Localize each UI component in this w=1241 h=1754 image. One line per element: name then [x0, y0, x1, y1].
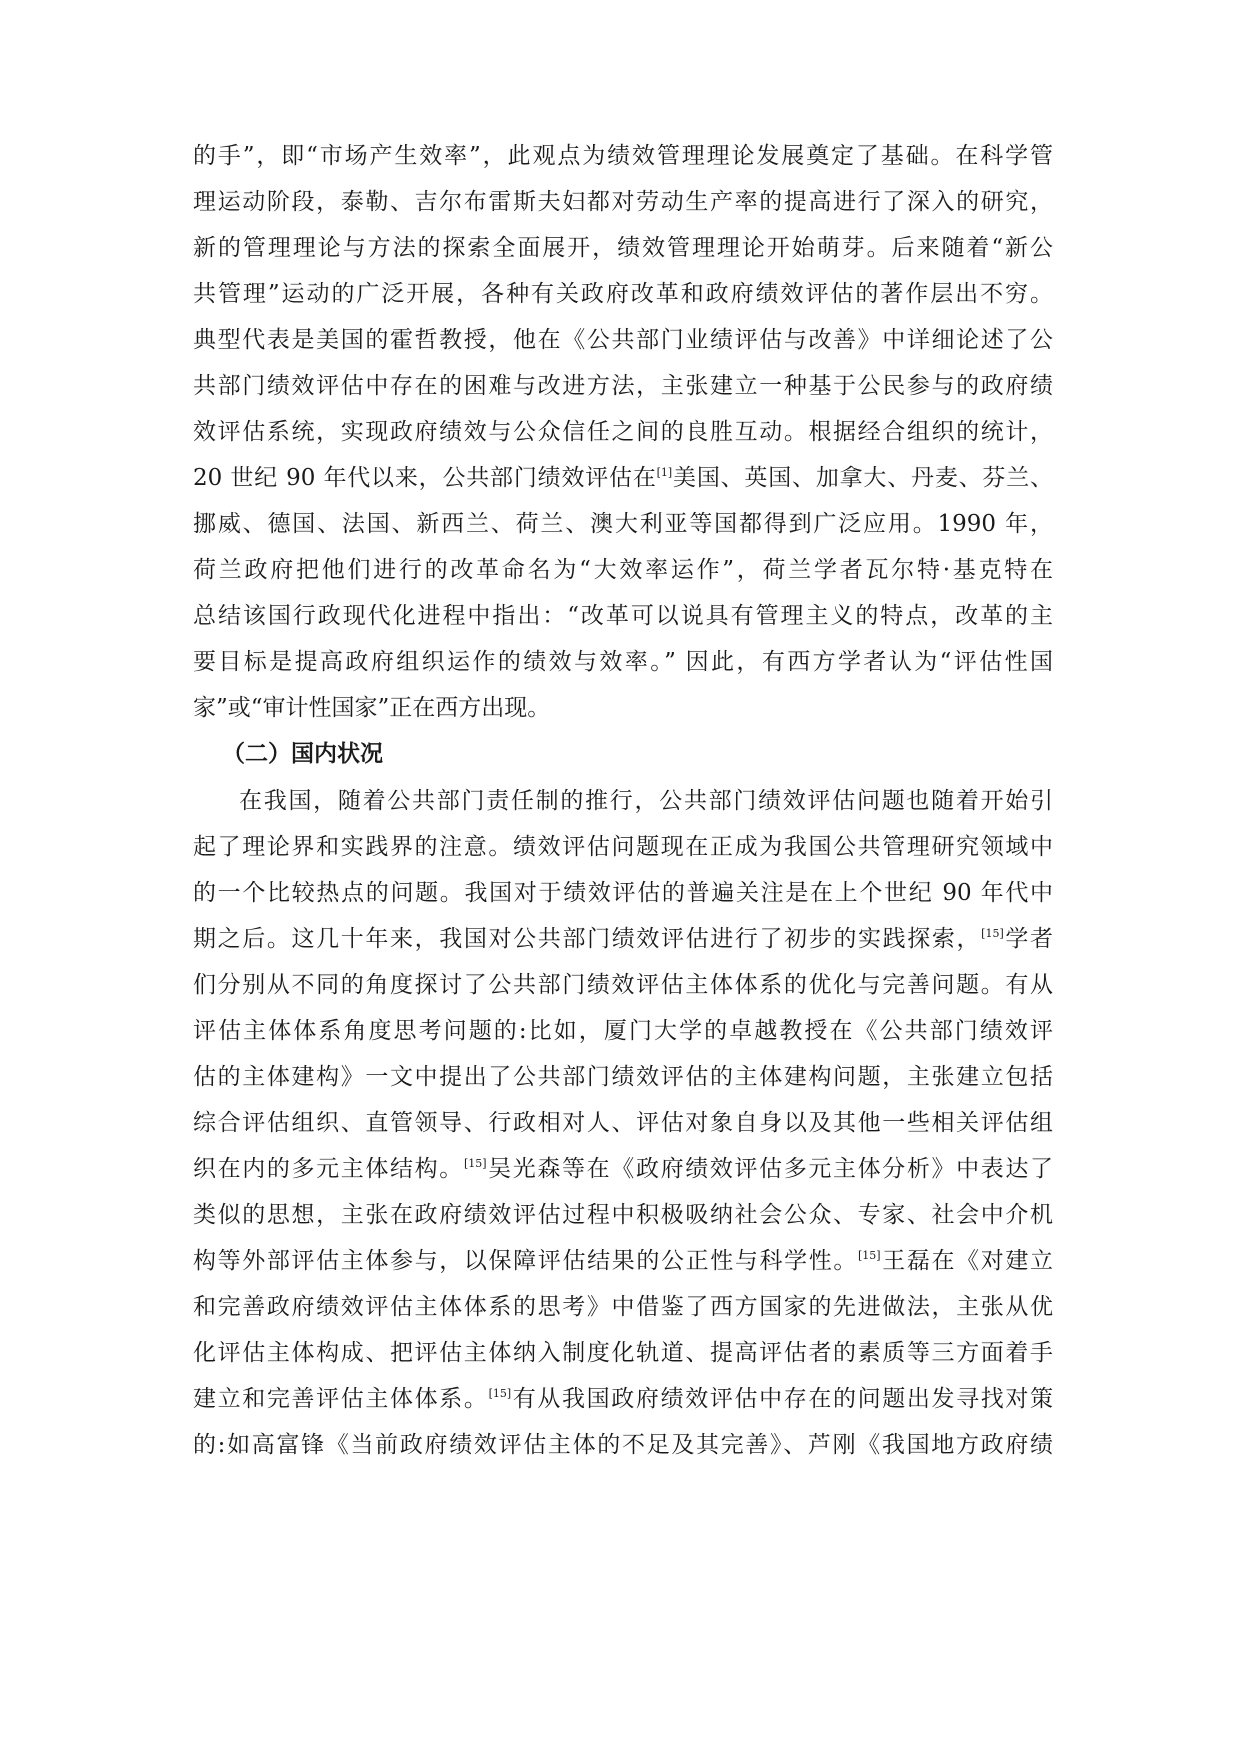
- citation-ref: [1]: [656, 466, 673, 479]
- line-text: 荷兰政府把他们进行的改革命名为“大效率运作”，荷兰学者瓦尔特·基克特在: [193, 557, 1053, 583]
- body-text-line: [193, 1193, 1053, 1237]
- body-text-line: [193, 180, 1053, 224]
- body-text-line: [193, 548, 1053, 592]
- line-text: 吴光森等在《政府绩效评估多元主体分析》中表达了: [486, 1156, 1054, 1182]
- heading-text: （二）国内状况: [222, 741, 383, 767]
- body-text-line: [193, 272, 1053, 316]
- line-text: 共管理”运动的广泛开展，各种有关政府改革和政府绩效评估的著作层出不穷。: [193, 281, 1053, 307]
- body-text-line: [193, 1331, 1053, 1375]
- line-text: 总结该国行政现代化进程中指出：“改革可以说具有管理主义的特点，改革的主: [193, 603, 1053, 629]
- line-text: 们分别从不同的角度探讨了公共部门绩效评估主体体系的优化与完善问题。有从: [193, 972, 1053, 998]
- line-text: 学者: [1003, 926, 1054, 952]
- line-text: 的一个比较热点的问题。我国对于绩效评估的普遍关注是在上个世纪 90 年代中: [193, 880, 1053, 906]
- citation-ref: [15]: [463, 1157, 487, 1170]
- line-text: 典型代表是美国的霍哲教授，他在《公共部门业绩评估与改善》中详细论述了公: [193, 327, 1053, 353]
- line-text: 的:如高富锋《当前政府绩效评估主体的不足及其完善》、芦刚《我国地方政府绩: [193, 1432, 1053, 1458]
- line-text: 家”或“审计性国家”正在西方出现。: [193, 695, 551, 721]
- line-text: 综合评估组织、直管领导、行政相对人、评估对象自身以及其他一些相关评估组: [193, 1110, 1053, 1136]
- body-text-line: [193, 963, 1053, 1007]
- line-text: 化评估主体构成、把评估主体纳入制度化轨道、提高评估者的素质等三方面着手: [193, 1340, 1053, 1366]
- body-text-line: [239, 779, 1053, 823]
- line-text: 美国、英国、加拿大、丹麦、芬兰、: [672, 465, 1054, 491]
- body-text-line: [193, 410, 1053, 454]
- body-text-line: [193, 134, 1053, 178]
- body-text-line: [193, 1147, 1053, 1191]
- line-text: 20 世纪 90 年代以来，公共部门绩效评估在: [193, 465, 657, 491]
- line-text: 效评估系统，实现政府绩效与公众信任之间的良胜互动。根据经合组织的统计，: [193, 419, 1053, 445]
- body-text-line: [193, 1055, 1053, 1099]
- citation-ref: [15]: [858, 1249, 881, 1262]
- section-heading: [222, 732, 522, 776]
- line-text: 的手”，即“市场产生效率”，此观点为绩效管理理论发展奠定了基础。在科学管: [193, 143, 1053, 169]
- body-text-line: [193, 364, 1053, 408]
- body-text-line: [193, 686, 1053, 730]
- body-text-line: [193, 917, 1053, 961]
- line-text: 在我国，随着公共部门责任制的推行，公共部门绩效评估问题也随着开始引: [239, 788, 1053, 814]
- body-text-line: [193, 825, 1053, 869]
- line-text: 类似的思想，主张在政府绩效评估过程中积极吸纳社会公众、专家、社会中介机: [193, 1202, 1053, 1228]
- body-text-line: [193, 226, 1053, 270]
- body-text-line: [193, 1009, 1053, 1053]
- line-text: 新的管理理论与方法的探索全面展开，绩效管理理论开始萌芽。后来随着“新公: [193, 235, 1053, 261]
- line-text: 挪威、德国、法国、新西兰、荷兰、澳大利亚等国都得到广泛应用。1990 年，: [193, 511, 1053, 537]
- line-text: 理运动阶段，泰勒、吉尔布雷斯夫妇都对劳动生产率的提高进行了深入的研究，: [193, 189, 1053, 215]
- line-text: 有从我国政府绩效评估中存在的问题出发寻找对策: [511, 1386, 1054, 1412]
- line-text: 要目标是提高政府组织运作的绩效与效率。” 因此，有西方学者认为“评估性国: [193, 649, 1053, 675]
- body-text-line: [193, 640, 1053, 684]
- citation-ref: [15]: [488, 1387, 512, 1400]
- line-text: 期之后。这几十年来，我国对公共部门绩效评估进行了初步的实践探索，: [193, 926, 982, 952]
- body-text-line: [193, 1377, 1053, 1421]
- line-text: 建立和完善评估主体体系。: [193, 1386, 489, 1412]
- body-text-line: [193, 1423, 1053, 1467]
- line-text: 和完善政府绩效评估主体体系的思考》中借鉴了西方国家的先进做法，主张从优: [193, 1294, 1053, 1320]
- body-text-line: [193, 1239, 1053, 1283]
- line-text: 估的主体建构》一文中提出了公共部门绩效评估的主体建构问题，主张建立包括: [193, 1064, 1053, 1090]
- line-text: 织在内的多元主体结构。: [193, 1156, 464, 1182]
- body-text-line: [193, 318, 1053, 362]
- line-text: 评估主体体系角度思考问题的:比如，厦门大学的卓越教授在《公共部门绩效评: [193, 1018, 1053, 1044]
- body-text-line: [193, 456, 1053, 500]
- line-text: 构等外部评估主体参与，以保障评估结果的公正性与科学性。: [193, 1248, 858, 1274]
- citation-ref: [15]: [981, 927, 1004, 940]
- line-text: 王磊在《对建立: [880, 1248, 1054, 1274]
- body-text-line: [193, 1285, 1053, 1329]
- line-text: 起了理论界和实践界的注意。绩效评估问题现在正成为我国公共管理研究领域中: [193, 834, 1053, 860]
- body-text-line: [193, 594, 1053, 638]
- body-text-line: [193, 871, 1053, 915]
- body-text-line: [193, 1101, 1053, 1145]
- body-text-line: [193, 502, 1053, 546]
- line-text: 共部门绩效评估中存在的困难与改进方法，主张建立一种基于公民参与的政府绩: [193, 373, 1053, 399]
